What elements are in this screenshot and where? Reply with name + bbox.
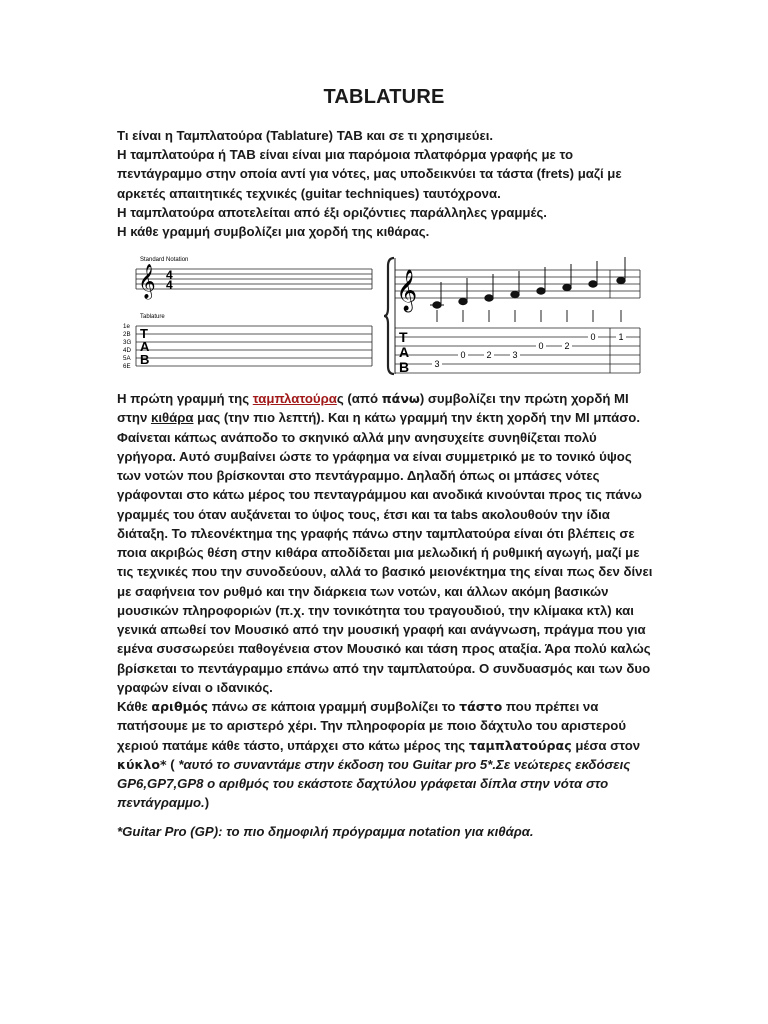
tab-letters-left — [140, 326, 150, 367]
page-title: TABLATURE — [323, 86, 445, 108]
tab-letter: B — [140, 352, 150, 367]
string-name: 6E — [123, 363, 131, 370]
scale-tab-figure-right — [384, 252, 646, 380]
emphasis-tasto: τάστο — [459, 699, 503, 714]
tablature-link[interactable]: ταμπλατούρα — [252, 391, 337, 406]
tab-letter: T — [140, 326, 148, 341]
emphasis-kyklo: κύκλο* — [117, 756, 167, 772]
tab-letter: A — [399, 344, 410, 360]
string-name: 2B — [123, 331, 131, 338]
intro-text — [117, 126, 657, 241]
guitar-link[interactable]: κιθάρα — [150, 410, 194, 426]
text-run: Η πρώτη γραμμή της — [117, 391, 253, 406]
text-run: που πρέπει να πατήσουμε με το αριστερό χέρι. Την πληροφορία με ποιο δάχτυλο του αριστερού χεριού πατάμε κάθε τάστο, υπάρχει στο κάτω μέρος της — [117, 699, 627, 753]
string-name: 4D — [123, 347, 131, 354]
time-sig-top: 4 — [166, 268, 173, 282]
system-brace-icon — [384, 258, 394, 374]
fret-numbers — [432, 332, 626, 369]
string-name: 5A — [123, 355, 131, 362]
fret-number: 3 — [512, 350, 518, 360]
treble-clef-icon: 𝄞 — [396, 269, 418, 310]
text-run: ) — [204, 795, 210, 811]
tab-letter: A — [140, 339, 150, 354]
text-run: ς (από — [336, 391, 382, 406]
scale-notes — [430, 257, 625, 308]
text-run: ) συμβολίζει την πρώτη χορδή ΜΙ στην — [117, 391, 629, 426]
text-run: μας (την πιο λεπτή). Και η κάτω γραμμή την έκτη χορδή την ΜΙ μπάσο. Φαίνεται κάπως ανάποδο το σκηνικό αλλά μην ανησυχείτε συνηθίζεται πολύ γρήγορα. Αυτό συμβαίνει ώστε το γράφημα να είναι συμμετρικό με το τονικό ύψος των νοτών που βρίσκονται στο πεντάγραμμο. Δηλαδή όπως οι μπάσες νότες γράφονται στο κάτω μέρος του πενταγράμμου και ανοδικά κινούνται προς τις πάνω γραμμές του όταν αυξάνεται το ύψος τους, έτσι και τα tabs ακολουθούν την ίδια διάταξη. Το πλεονέκτημα της γραφής πάνω στην ταμπλατούρα είναι ότι βλέπεις σε ποια ακριβώς θέση στην κιθάρα αποδίδεται μια μελωδική ή ρυθμική αγωγή, μαζί με τις τεχνικές που την συνοδεύουν, αλλά το βασικό μειονέκτημα της είναι πως δεν δίνει με σαφήνεια τον ρυθμό και την διάρκεια των νοτών, και άλλων ακόμη βασικών μουσικών πληροφοριών (π.χ. την τονικότητα του τραγουδιού, την κλίμακα κτλ) και γενικά απωθεί τον Μουσικό από την μουσική γραφή και ανάγνωση, πράγμα που για εμένα συσσωρεύει παθογένεια στον Μουσικό και τάση προς αταξία. Άρα πολύ καλώς βρίσκεται το πεντάγραμμο επάνω από την ταμπλατούρα. Ο συνδυασμός και των δυο γραφών είναι ο ιδανικός. — [117, 410, 653, 695]
emphasis-arithmos: αριθμός — [151, 699, 209, 714]
fret-number: 0 — [590, 332, 596, 342]
text-run: πάνω σε κάποια γραμμή συμβολίζει το — [208, 699, 460, 714]
string-name: 1e — [123, 323, 130, 330]
intro-line-4: Η κάθε γραμμή συμβολίζει μια χορδή της κιθάρας. — [117, 224, 430, 240]
paragraph-2 — [117, 697, 655, 813]
fret-number: 1 — [618, 332, 624, 342]
text-run: μέσα στον — [571, 737, 641, 753]
note-stems-between — [437, 310, 621, 322]
text-run: ( — [166, 756, 179, 772]
fret-number: 2 — [564, 341, 570, 351]
fret-number: 3 — [434, 359, 440, 369]
time-sig-bottom: 4 — [166, 278, 173, 292]
notation-tab-figure-left — [122, 252, 374, 380]
fret-number: 0 — [538, 341, 544, 351]
tab-lines — [136, 326, 372, 366]
paragraph-1 — [117, 389, 655, 697]
tab-letters-right — [399, 329, 409, 375]
footnote: *Guitar Pro (GP): το πιο δημοφιλή πρόγραμμα notation για κιθάρα. — [117, 824, 534, 839]
string-names — [123, 323, 131, 370]
intro-line-3: Η ταμπλατούρα αποτελείται από έξι οριζόντιες παράλληλες γραμμές. — [117, 204, 547, 220]
fret-number: 2 — [486, 350, 492, 360]
tab-letter: T — [399, 329, 408, 345]
fret-number: 0 — [460, 350, 466, 360]
body-text — [117, 389, 655, 813]
emphasis-tablatouras: ταμπλατούρας — [468, 737, 572, 753]
tablature-label: Tablature — [140, 314, 165, 320]
intro-line-2: Η ταμπλατούρα ή TAB είναι είναι μια παρόμοια πλατφόρμα γραφής με το πεντάγραμμο στην οποία αντί για νότες, μας υποδεικνύει τα τάστα (frets) μαζί με αρκετές απαιτητικές τεχνικές (guitar techniques) ταυτόχρονα. — [117, 147, 622, 201]
text-run: Κάθε — [117, 699, 152, 714]
standard-notation-label: Standard Notation — [140, 257, 189, 263]
intro-line-1: Τι είναι η Ταμπλατούρα (Tablature) TAB και σε τι χρησιμεύει. — [117, 128, 494, 143]
treble-clef-icon: 𝄞 — [138, 265, 156, 298]
string-name: 3G — [123, 339, 132, 346]
emphasis-pano: πάνω — [381, 391, 420, 406]
tab-letter: B — [399, 359, 410, 375]
italic-note: *αυτό το συναντάμε στην έκδοση του Guitar pro 5*.Σε νεώτερες εκδόσεις GP6,GP7,GP8 ο αριθμός του εκάστοτε δαχτύλου γράφεται δίπλα στην νότα στο πεντάγραμμο. — [117, 756, 631, 811]
